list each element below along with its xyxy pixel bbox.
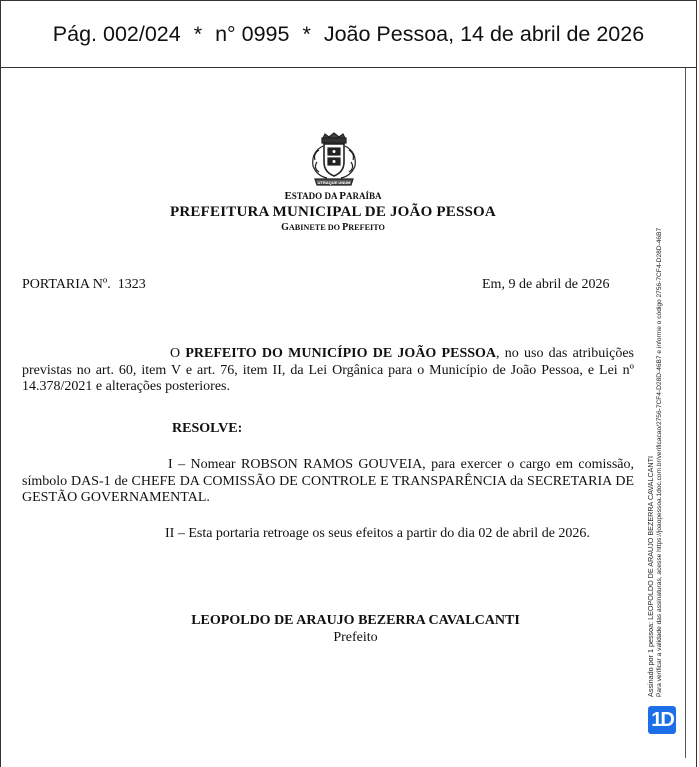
- gazette-header: [0, 0, 697, 68]
- place-date: João Pessoa, 14 de abril de 2026: [323, 21, 645, 46]
- issue-date: Em, 9 de abril de 2026: [482, 277, 610, 292]
- item-2-paragraph: II – Esta portaria retroage os seus efeitos a partir do dia 02 de abril de 2026.: [165, 526, 590, 541]
- separator: *: [302, 21, 311, 46]
- page-indicator: Pág. 002/024: [52, 21, 181, 46]
- edition-number: n° 0995: [215, 21, 290, 46]
- coat-of-arms-icon: [299, 132, 369, 188]
- 1doc-logo-icon: 1D: [648, 706, 676, 734]
- signer-name: LEOPOLDO DE ARAUJO BEZERRA CAVALCANTI: [191, 613, 520, 628]
- crest-motto: UTRAQUE UNUM: [317, 179, 351, 185]
- resolve-heading: RESOLVE:: [172, 421, 243, 436]
- signature-stamp: Assinado por 1 pessoa: LEOPOLDO DE ARAUJO BEZERRA CAVALCANTI: [646, 455, 655, 697]
- state-name: ESTADO DA PARAÍBA: [284, 190, 382, 202]
- signer-role: Prefeito: [333, 630, 378, 645]
- office-name: GABINETE DO PREFEITO: [281, 222, 385, 233]
- separator: *: [193, 21, 203, 46]
- preamble-paragraph: O PREFEITO DO MUNICÍPIO DE JOÃO PESSOA, no uso das atribuições previstas no art. 60, item V e art. 76, item II, da Lei Orgânica para o Município de João Pessoa, e Lei nº 14.378/2021 e alterações posteriores.: [22, 346, 635, 394]
- city-hall-title: PREFEITURA MUNICIPAL DE JOÃO PESSOA: [170, 204, 496, 220]
- verification-text: Para verificar a validade das assinaturas, acesse https://joaopessoa.1doc.com.br/verificacao/2756-7CF4-D28D-46B7 e informe o código 2756-7CF4-D28D-46B7: [656, 227, 663, 697]
- portaria-number: PORTARIA Nº. 1323: [22, 277, 146, 292]
- item-1-paragraph: I – Nomear ROBSON RAMOS GOUVEIA, para exercer o cargo em comissão, símbolo DAS-1 de CHEFE DA COMISSÃO DE CONTROLE E TRANSPARÊNCIA da SECRETARIA DE GESTÃO GOVERNAMENTAL.: [22, 457, 634, 505]
- page-divider: [685, 68, 686, 758]
